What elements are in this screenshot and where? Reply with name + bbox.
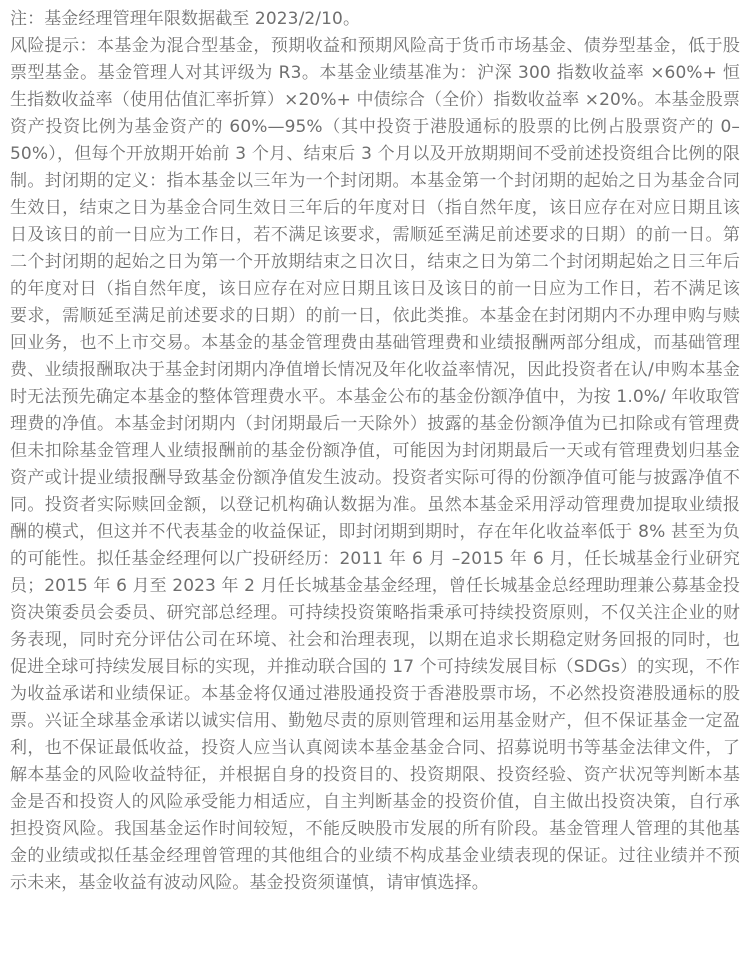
risk-disclosure-text: 风险提示：本基金为混合型基金，预期收益和预期风险高于货币市场基金、债券型基金，低于股票型基金。基金管理人对其评级为 R3。本基金业绩基准为：沪深 300 指数收益率 ×60%+ 恒生指数收益率（使用估值汇率折算）×20%+ 中债综合（全价）指数收益率 ×20%。本基金股票资产投资比例为基金资产的 60%—95%（其中投资于港股通标的股票的比例占股票资产的 0–50%），但每个开放期开始前 3 个月、结束后 3 个月以及开放期期间不受前述投资组合比例的限制。封闭期的定义：指本基金以三年为一个封闭期。本基金第一个封闭期的起始之日为基金合同生效日，结束之日为基金合同生效日三年后的年度对日（指自然年度，该日应存在对应日期且该日及该日的前一日应为工作日，若不满足该要求，需顺延至满足前述要求的日期）的前一日。第二个封闭期的起始之日为第一个开放期结束之日次日，结束之日为第二个封闭期起始之日三年后的年度对日（指自然年度，该日应存在对应日期且该日及该日的前一日应为工作日，若不满足该要求，需顺延至满足前述要求的日期）的前一日，依此类推。本基金在封闭期内不办理申购与赎回业务，也不上市交易。本基金的基金管理费由基础管理费和业绩报酬两部分组成，而基础管理费、业绩报酬取决于基金封闭期内净值增长情况及年化收益率情况，因此投资者在认/申购本基金时无法预先确定本基金的整体管理费水平。本基金公布的基金份额净值中，为按 1.0%/ 年收取管理费的净值。本基金封闭期内（封闭期最后一天除外）披露的基金份额净值为已扣除或有管理费但未扣除基金管理人业绩报酬前的基金份额净值，可能因为封闭期最后一天或有管理费划归基金资产或计提业绩报酬导致基金份额净值发生波动。投资者实际可得的份额净值可能与披露净值不同。投资者实际赎回金额，以登记机构确认数据为准。虽然本基金采用浮动管理费加提取业绩报酬的模式，但这并不代表基金的收益保证，即封闭期到期时，存在年化收益率低于 8% 甚至为负的可能性。拟任基金经理何以广投研经历：2011 年 6 月 –2015 年 6 月，任长城基金行业研究员；2015 年 6 月至 2023 年 2 月任长城基金基金经理，曾任长城基金总经理助理兼公募基金投资决策委员会委员、研究部总经理。可持续投资策略指秉承可持续投资原则，不仅关注企业的财务表现，同时充分评估公司在环境、社会和治理表现，以期在追求长期稳定财务回报的同时，也促进全球可持续发展目标的实现，并推动联合国的 17 个可持续发展目标（SDGs）的实现，不作为收益承诺和业绩保证。本基金将仅通过港股通投资于香港股票市场，不必然投资港股通标的股票。兴证全球基金承诺以诚实信用、勤勉尽责的原则管理和运用基金财产，但不保证基金一定盈利，也不保证最低收益，投资人应当认真阅读本基金基金合同、招募说明书等基金法律文件，了解本基金的风险收益特征，并根据自身的投资目的、投资期限、投资经验、资产状况等判断本基金是否和投资人的风险承受能力相适应，自主判断基金的投资价值，自主做出投资决策，自行承担投资风险。我国基金运作时间较短，不能反映股市发展的所有阶段。基金管理人管理的其他基金的业绩或拟任基金经理曾管理的其他组合的业绩不构成基金业绩表现的保证。过往业绩并不预示未来，基金收益有波动风险。基金投资须谨慎，请审慎选择。 (10, 36, 740, 893)
data-cutoff-note: 注：基金经理管理年限数据截至 2023/2/10。 (10, 9, 361, 29)
